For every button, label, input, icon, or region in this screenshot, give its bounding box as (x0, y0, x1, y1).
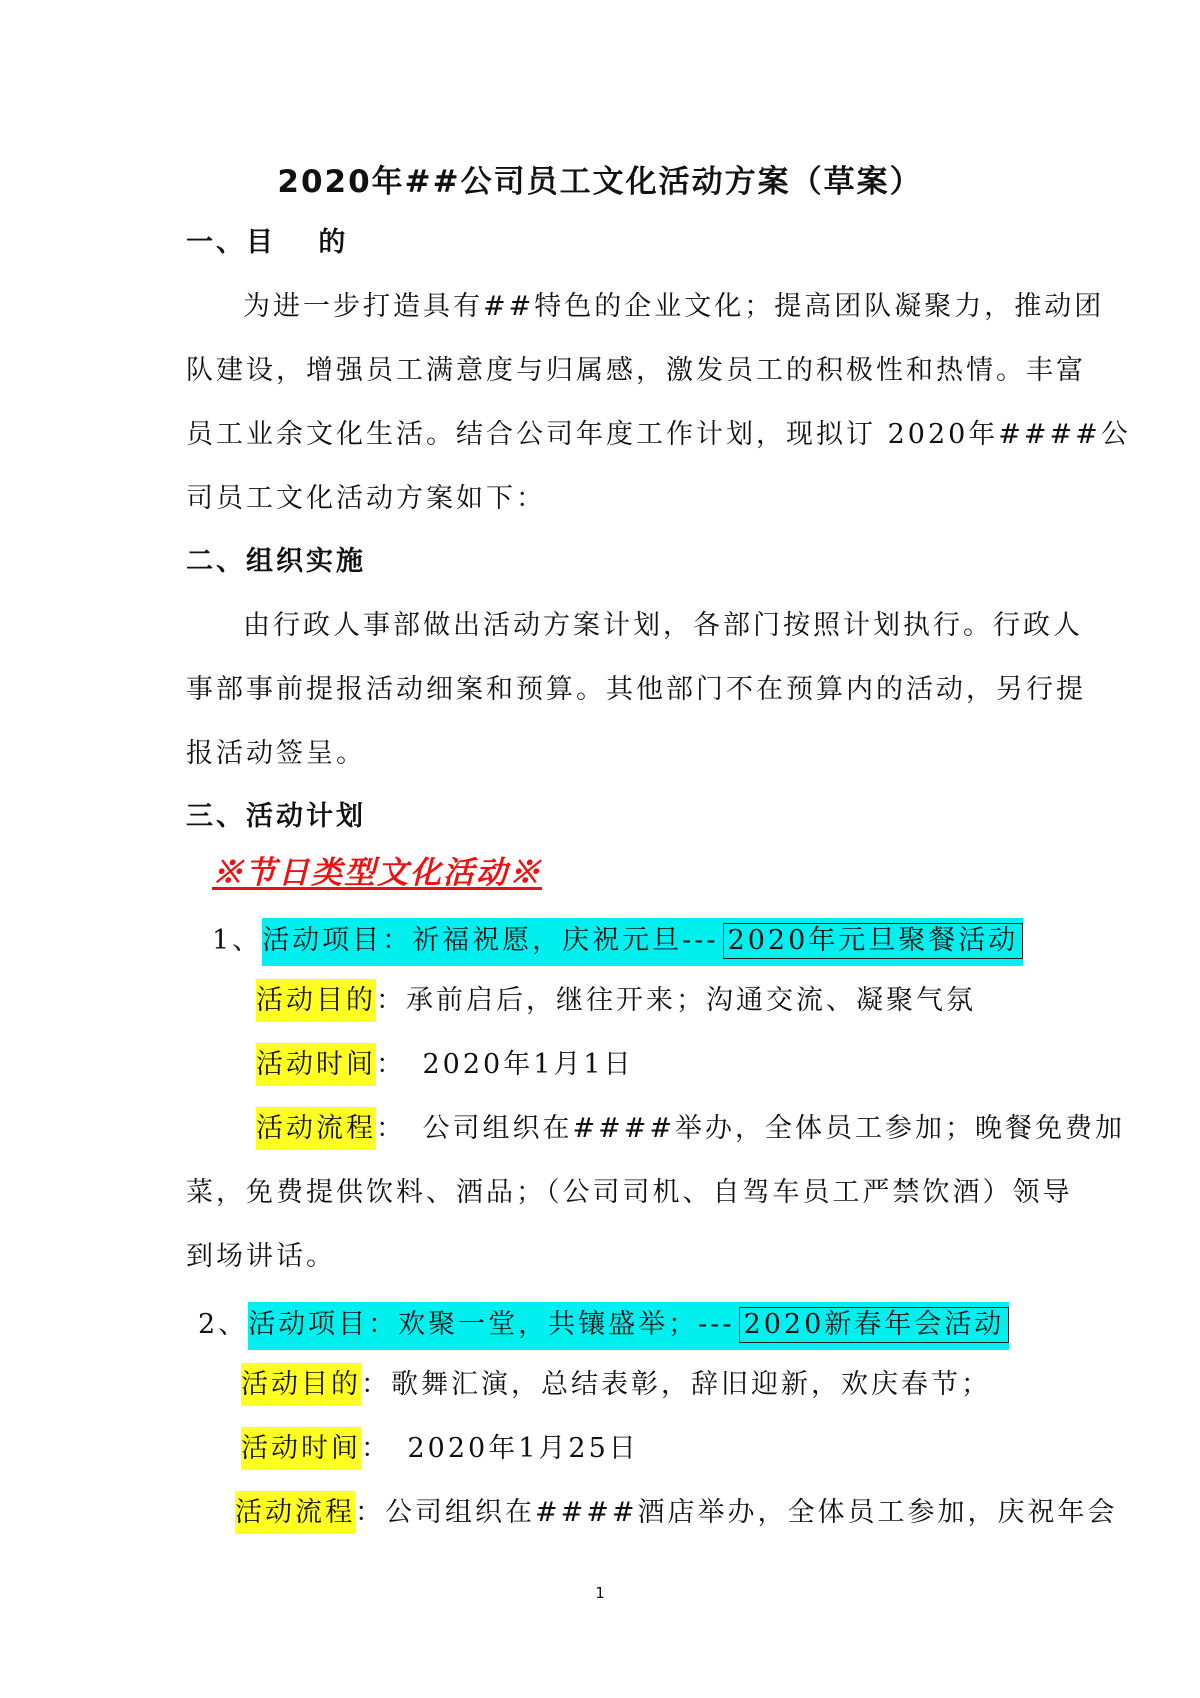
activity-2-purpose-line (241, 1366, 991, 1404)
section-2-line: 报活动签呈。 (186, 738, 366, 769)
activity-2-flow-line (235, 1494, 1118, 1532)
activity-2-flow-label: 活动流程 (235, 1491, 355, 1534)
activity-2-time-line (241, 1430, 639, 1468)
activity-1-flow-label: 活动流程 (256, 1107, 376, 1150)
section-2-line: 由行政人事部做出活动方案计划，各部门按照计划执行。行政人 (243, 610, 1083, 641)
activity-1-flow-continuation: 菜，免费提供饮料、酒品；（公司司机、自驾车员工严禁饮酒）领导 (186, 1177, 1073, 1208)
section-3-heading: 三、活动计划 (186, 801, 366, 832)
section-1-heading: 一、目 的 (186, 227, 349, 258)
page-number: 1 (595, 1584, 605, 1602)
section-1-line: 为进一步打造具有##特色的企业文化；提高团队凝聚力，推动团 (243, 291, 1105, 322)
activity-2-project-name: 2020新春年会活动 (739, 1307, 1010, 1343)
activity-2-time-label: 活动时间 (241, 1427, 361, 1470)
activity-1-purpose-text: ：承前启后，继往开来；沟通交流、凝聚气氛 (376, 985, 976, 1016)
activity-2-time-text: ： 2020年1月25日 (361, 1433, 639, 1464)
page-title: 2020年##公司员工文化活动方案（草案） (277, 164, 923, 200)
activity-1-project-highlight (262, 918, 1023, 966)
section-2-heading: 二、组织实施 (186, 546, 366, 577)
activity-2-purpose-text: ：歌舞汇演，总结表彰，辞旧迎新，欢庆春节； (361, 1369, 991, 1400)
activity-1-flow-line (256, 1110, 1125, 1148)
festival-activities-heading: ※节日类型文化活动※ (212, 855, 542, 891)
section-2-line: 事部事前提报活动细案和预算。其他部门不在预算内的活动，另行提 (186, 674, 1086, 705)
activity-2-project-highlight (248, 1302, 1009, 1350)
activity-2-project-label: 活动项目：欢聚一堂，共镶盛举；--- (248, 1309, 735, 1340)
activity-1-time-text: ： 2020年1月1日 (376, 1049, 634, 1080)
activity-1-purpose-line (256, 982, 976, 1020)
activity-1-flow-continuation: 到场讲话。 (186, 1241, 336, 1272)
activity-1-project-label: 活动项目：祈福祝愿，庆祝元旦--- (262, 925, 719, 956)
activity-1-project-name: 2020年元旦聚餐活动 (723, 923, 1024, 959)
activity-2-number: 2、 (198, 1309, 249, 1340)
section-1-line: 队建设，增强员工满意度与归属感，激发员工的积极性和热情。丰富 (186, 355, 1086, 386)
activity-2-project-line (198, 1302, 1009, 1350)
activity-2-purpose-label: 活动目的 (241, 1363, 361, 1406)
activity-1-project-line (212, 918, 1023, 966)
section-1-line: 员工业余文化生活。结合公司年度工作计划，现拟订 2020年####公 (186, 419, 1131, 450)
section-1-line: 司员工文化活动方案如下： (186, 483, 546, 514)
activity-1-flow-text: ： 公司组织在####举办，全体员工参加；晚餐免费加 (376, 1113, 1125, 1144)
activity-1-time-line (256, 1046, 634, 1084)
activity-1-time-label: 活动时间 (256, 1043, 376, 1086)
activity-2-flow-text: ：公司组织在####酒店举办，全体员工参加，庆祝年会 (355, 1497, 1118, 1528)
activity-1-purpose-label: 活动目的 (256, 979, 376, 1022)
activity-1-number: 1、 (212, 925, 263, 956)
